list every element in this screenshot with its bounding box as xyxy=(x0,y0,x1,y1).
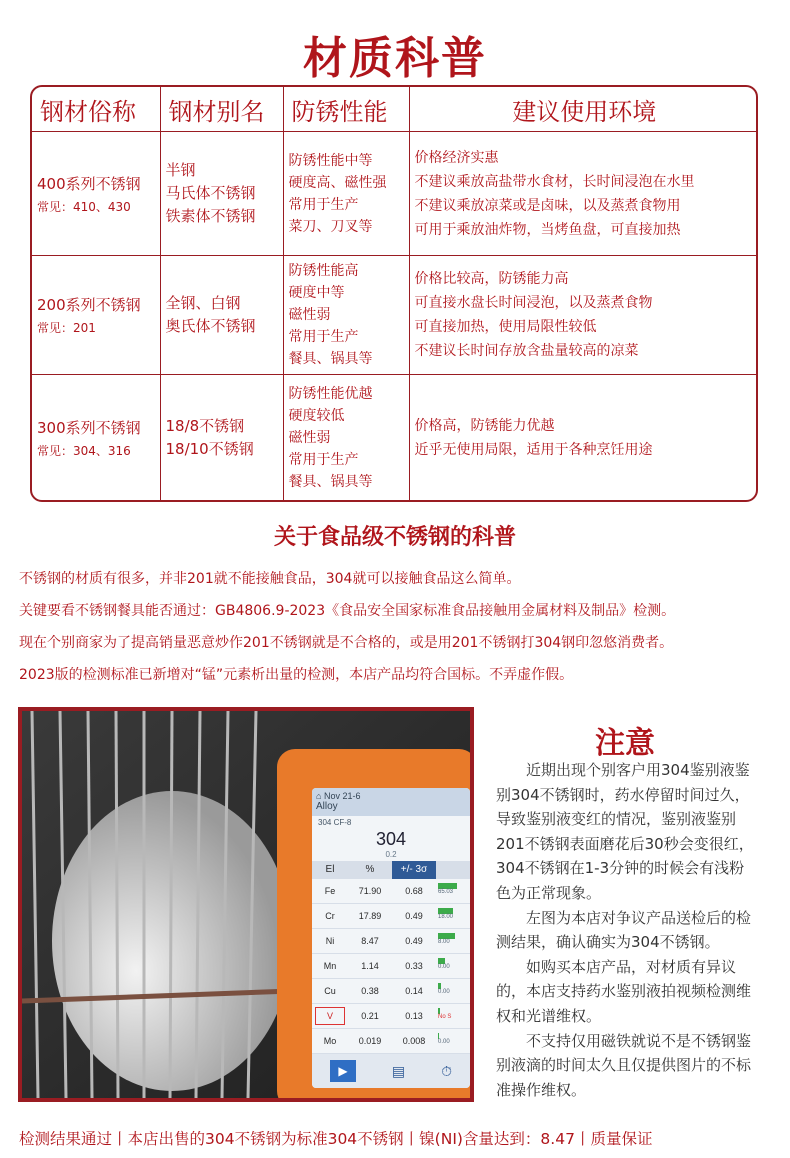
rust-line: 磁性弱 xyxy=(288,307,331,323)
series-common: 常见：304、316 xyxy=(37,443,131,458)
rust-line: 菜刀、刀叉等 xyxy=(288,218,373,235)
notice-paragraph: 如购买本店产品，对材质有异议的，本店支持药水鉴别液拍视频检测维权和光谱维权。 xyxy=(496,957,752,1025)
message-icon[interactable]: ▤ xyxy=(391,1062,406,1079)
device-element: Ni xyxy=(325,936,335,946)
device-range xyxy=(436,1029,470,1053)
alias-line: 18/10不锈钢 xyxy=(165,439,254,458)
home-icon[interactable]: ⌂ xyxy=(316,791,322,801)
device-error: 0.68 xyxy=(405,886,423,896)
col-pct: % xyxy=(348,861,392,879)
device-percent: 71.90 xyxy=(358,886,382,896)
header-rust-resistance: 防锈性能 xyxy=(283,87,409,132)
device-element: Cu xyxy=(324,986,336,996)
device-row xyxy=(312,879,470,904)
device-percent: 8.47 xyxy=(361,936,379,946)
alias-line: 铁素体不锈钢 xyxy=(165,207,256,225)
rust-line: 餐具、锅具等 xyxy=(288,473,373,490)
alias-line: 奥氏体不锈钢 xyxy=(165,317,256,335)
device-range-label: 8.00 xyxy=(438,939,450,945)
table-row-200 xyxy=(32,256,756,375)
table-row-400 xyxy=(32,132,756,256)
rust-line: 磁性弱 xyxy=(288,429,331,446)
rust-line: 常用于生产 xyxy=(288,451,359,468)
device-element: Fe xyxy=(324,886,336,896)
rust-line: 常用于生产 xyxy=(288,329,359,345)
notice-paragraph: 不支持仅用磁铁就说不是不锈钢鉴别液滴的时间太久且仅提供图片的不标准操作维权。 xyxy=(496,1031,752,1099)
device-percent: 0.38 xyxy=(361,986,379,996)
test-result-photo xyxy=(18,707,474,1102)
series-cell xyxy=(32,375,160,501)
device-range xyxy=(436,904,470,928)
alias-cell xyxy=(160,375,283,501)
device-row xyxy=(312,1029,470,1054)
device-element: Cr xyxy=(325,911,335,921)
device-range-label: 0.00 xyxy=(438,989,450,995)
alias-line: 半钢 xyxy=(165,161,196,179)
env-line: 价格经济实惠 xyxy=(414,149,499,166)
notice-body xyxy=(496,758,758,1102)
rust-line: 防锈性能优越 xyxy=(288,385,373,402)
device-element: Mn xyxy=(323,961,337,971)
env-cell xyxy=(409,375,756,501)
series-common: 常见：201 xyxy=(37,321,96,335)
header-alias: 钢材别名 xyxy=(160,87,283,132)
series-common: 常见：410、430 xyxy=(37,199,131,214)
rust-line: 餐具、锅具等 xyxy=(288,351,373,367)
notice-paragraph: 近期出现个别客户用304鉴别液鉴别304不锈钢时，药水停留时间过久，导致鉴别液变红的情况，鉴别液鉴别201不锈钢表面磨花后30秒会变很红，304不锈钢在1-3分钟的时候会有浅粉色为正常现象。 xyxy=(496,761,754,902)
science-title: 关于食品级不锈钢的科普 xyxy=(273,525,516,550)
device-range-label: No S xyxy=(438,1014,452,1020)
device-error: 0.49 xyxy=(405,936,423,946)
device-error: 0.008 xyxy=(402,1036,426,1046)
rust-line: 常用于生产 xyxy=(288,196,359,213)
env-line: 可直接加热，使用局限性较低 xyxy=(414,319,597,335)
header-common-name: 钢材俗称 xyxy=(32,87,160,132)
device-error: 0.33 xyxy=(405,961,423,971)
device-percent: 1.14 xyxy=(361,961,379,971)
science-paragraph: 不锈钢的材质有很多，并非201就不能接触食品，304就可以接触食品这么简单。 xyxy=(19,571,521,587)
env-line: 不建议乘放高盐带水食材，长时间浸泡在水里 xyxy=(414,173,695,190)
device-range xyxy=(436,1004,470,1028)
rust-cell xyxy=(283,132,409,256)
series-name: 400系列不锈钢 xyxy=(37,174,141,193)
science-paragraph: 现在个别商家为了提高销量恶意炒作201不锈钢就是不合格的，或是用201不锈钢打304钢印忽悠消费者。 xyxy=(19,635,674,651)
alias-cell xyxy=(160,256,283,375)
device-error: 0.49 xyxy=(405,911,423,921)
grade-value: 304 xyxy=(375,829,407,849)
timer-icon[interactable]: ⏱ xyxy=(441,1062,452,1079)
device-error: 0.14 xyxy=(405,986,423,996)
series-cell xyxy=(32,256,160,375)
series-cell xyxy=(32,132,160,256)
rust-line: 硬度高、磁性强 xyxy=(288,174,387,191)
env-line: 价格比较高，防锈能力高 xyxy=(414,271,569,287)
device-app: Alloy xyxy=(316,801,338,812)
device-range-label: 65.03 xyxy=(438,889,454,895)
play-icon[interactable]: ▶ xyxy=(330,1060,356,1082)
device-range xyxy=(436,879,470,903)
rust-line: 硬度中等 xyxy=(288,285,345,301)
device-element: Mo xyxy=(323,1036,337,1046)
env-cell xyxy=(409,132,756,256)
grade-sub: 0.2 xyxy=(385,850,397,859)
alias-line: 马氏体不锈钢 xyxy=(165,184,256,202)
science-paragraph: 2023版的检测标准已新增对“锰”元素析出量的检测，本店产品均符合国标。不弄虚作假。 xyxy=(19,667,574,683)
rust-line: 防锈性能高 xyxy=(288,263,359,279)
device-range-label: 0.00 xyxy=(438,964,450,970)
env-line: 不建议乘放凉菜或是卤味，以及蒸煮食物用 xyxy=(414,197,681,214)
device-row xyxy=(312,904,470,929)
env-line: 可直接水盘长时间浸泡，以及蒸煮食物 xyxy=(414,295,653,311)
rust-line: 硬度较低 xyxy=(288,407,345,424)
device-row xyxy=(312,1004,470,1029)
device-table-header xyxy=(312,861,470,879)
device-row xyxy=(312,929,470,954)
table-header-row xyxy=(32,87,756,132)
rust-cell xyxy=(283,256,409,375)
grade-small: 304 CF-8 xyxy=(318,818,352,827)
device-row xyxy=(312,979,470,1004)
alias-cell xyxy=(160,132,283,256)
env-line: 不建议长时间存放含盐量较高的凉菜 xyxy=(414,343,639,359)
device-range xyxy=(436,929,470,953)
device-percent: 17.89 xyxy=(358,911,382,921)
device-date: Nov 21-6 xyxy=(323,791,361,801)
env-line: 价格高，防锈能力优越 xyxy=(414,417,555,434)
page-title: 材质科普 xyxy=(303,33,487,84)
notice-paragraph: 左图为本店对争议产品送检后的检测结果，确认确实为304不锈钢。 xyxy=(496,908,752,952)
rust-line: 防锈性能中等 xyxy=(288,152,373,169)
env-line: 近乎无使用局限，适用于各种烹饪用途 xyxy=(414,441,653,458)
col-err: +/- 3σ xyxy=(392,861,436,879)
env-line: 可用于乘放油炸物，当烤鱼盘，可直接加热 xyxy=(414,221,681,238)
device-range xyxy=(436,954,470,978)
col-el: El xyxy=(312,861,348,879)
device-range-label: 0.00 xyxy=(438,1039,450,1045)
analyzer-screen xyxy=(312,788,470,1088)
alias-line: 18/8不锈钢 xyxy=(165,416,245,435)
alias-line: 全钢、白钢 xyxy=(165,294,241,312)
table-row-300 xyxy=(32,375,756,501)
footer-banner: 检测结果通过丨本店出售的304不锈钢为标准304不锈钢丨镍(NI)含量达到：8.47丨质量保证 xyxy=(19,1130,653,1148)
device-row xyxy=(312,954,470,979)
env-cell xyxy=(409,256,756,375)
device-error: 0.13 xyxy=(405,1011,423,1021)
notice-title: 注意 xyxy=(595,726,655,761)
device-percent: 0.21 xyxy=(361,1011,379,1021)
device-element: V xyxy=(312,1004,348,1028)
device-table-body xyxy=(312,879,470,1054)
device-percent: 0.019 xyxy=(358,1036,382,1046)
series-name: 300系列不锈钢 xyxy=(37,418,141,437)
material-table xyxy=(30,85,758,502)
device-range xyxy=(436,979,470,1003)
series-name: 200系列不锈钢 xyxy=(37,296,141,314)
device-range-label: 18.00 xyxy=(438,914,454,920)
header-usage-environment: 建议使用环境 xyxy=(409,87,756,132)
science-paragraph: 关键要看不锈钢餐具能否通过：GB4806.9-2023《食品安全国家标准食品接触用金属材料及制品》检测。 xyxy=(19,603,676,619)
rust-cell xyxy=(283,375,409,501)
